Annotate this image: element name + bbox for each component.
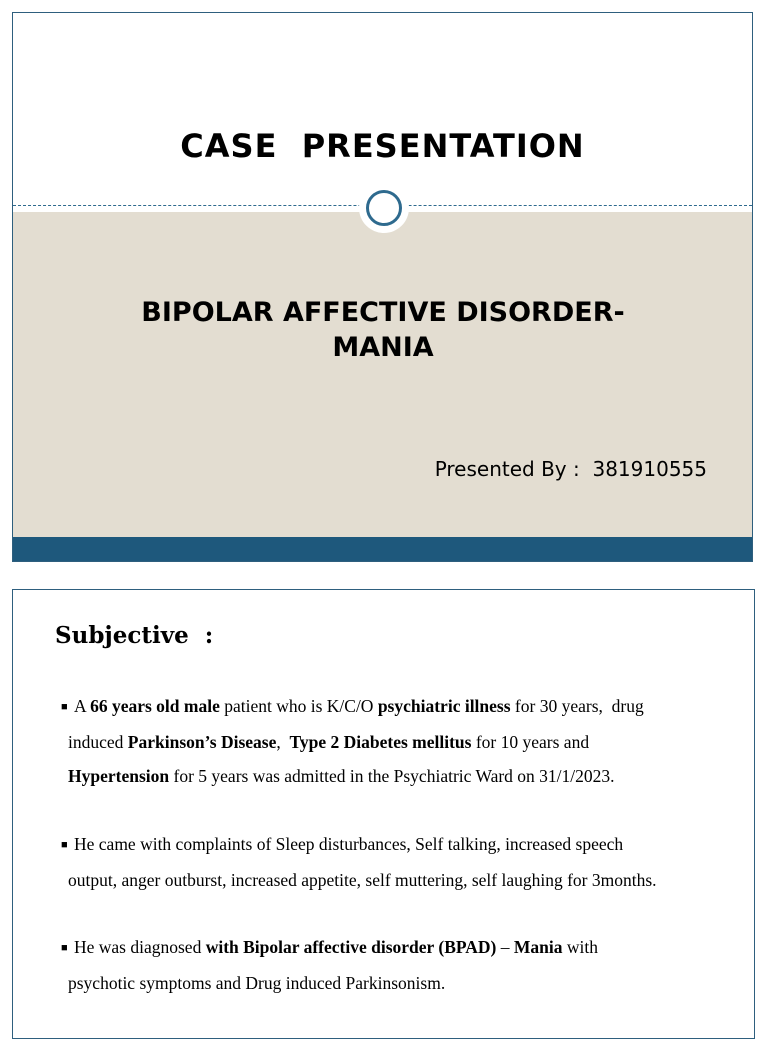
bullet-paragraph-3 — [61, 930, 731, 1000]
presenter-id: 381910555 — [592, 457, 707, 481]
diabetes: Type 2 Diabetes mellitus — [289, 731, 472, 752]
text: for 30 years, drug — [510, 696, 644, 716]
bullet-paragraph-2 — [61, 827, 731, 897]
complaints-line-1: He came with complaints of Sleep disturbances, Self talking, increased speech — [74, 834, 624, 854]
square-bullet-icon: ■ — [61, 701, 68, 713]
presenter-info — [435, 457, 707, 481]
parkinsons: Parkinson’s Disease — [127, 731, 277, 752]
bullet-paragraph-1 — [61, 689, 731, 794]
diagnosis-line-2: psychotic symptoms and Drug induced Parkinsonism. — [68, 972, 446, 993]
text: for 5 years was admitted in the Psychiatric Ward on 31/1/2023. — [169, 766, 615, 786]
text: , — [276, 731, 290, 752]
text: A — [74, 696, 91, 716]
subtitle-line-2: MANIA — [332, 332, 434, 363]
mania: Mania — [513, 937, 563, 957]
diagnosis: with Bipolar affective disorder (BPAD) — [205, 937, 497, 957]
text: – — [496, 937, 514, 957]
slide-title: CASE PRESENTATION — [180, 127, 585, 165]
ring-ornament-icon — [359, 183, 409, 233]
complaints-line-2: output, anger outburst, increased appetite, self muttering, self laughing for 3months. — [68, 869, 657, 890]
section-heading: Subjective : — [55, 622, 214, 649]
text: patient who is K/C/O — [219, 696, 378, 716]
illness: psychiatric illness — [377, 696, 511, 716]
text: for 10 years and — [471, 731, 590, 752]
subtitle-band — [13, 212, 752, 537]
hypertension: Hypertension — [68, 766, 170, 786]
bottom-bar — [13, 537, 752, 562]
square-bullet-icon: ■ — [61, 839, 68, 851]
presented-label: Presented By : — [434, 457, 580, 481]
subjective-slide — [12, 589, 755, 1039]
square-bullet-icon: ■ — [61, 942, 68, 954]
title-slide — [12, 12, 753, 562]
slide-subtitle — [93, 295, 673, 365]
text: induced — [68, 731, 128, 752]
text: He was diagnosed — [74, 937, 206, 957]
text: with — [562, 937, 598, 957]
subtitle-line-1: BIPOLAR AFFECTIVE DISORDER- — [141, 297, 625, 328]
ring-inner — [366, 190, 402, 226]
age-gender: 66 years old male — [90, 696, 220, 716]
